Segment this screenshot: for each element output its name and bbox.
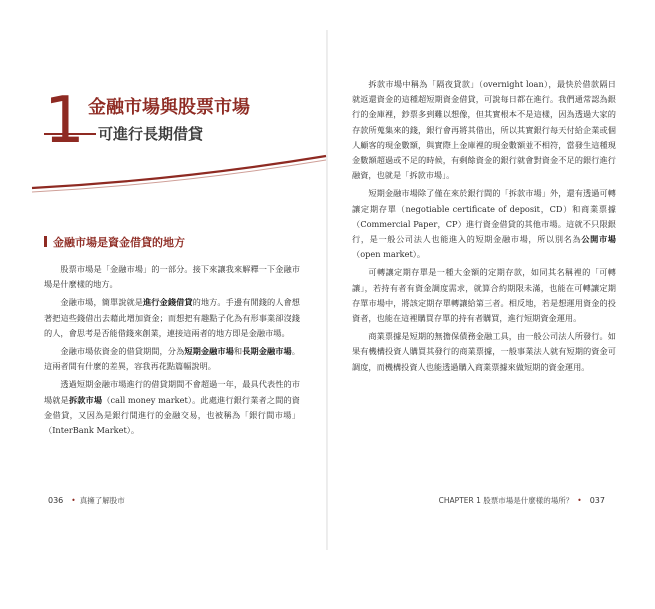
chapter-number: 1 bbox=[44, 84, 83, 158]
text-run: 的地方。手邊有閒錢的人會想著把這些錢借出去藉此增加資金；而想把有趣點子化為有形事業卻沒錢的人，會思考是否能借錢來創業，連接這兩者的地方即是金融市場。 bbox=[44, 297, 300, 338]
text-run: 金融市場依資金的借貸期間，分為 bbox=[60, 346, 185, 357]
right-footer bbox=[439, 495, 609, 506]
text-run: 。這兩者間有什麼的差異，容我再花點篇幅說明。 bbox=[44, 346, 300, 372]
paragraph bbox=[352, 186, 616, 262]
paragraph bbox=[44, 295, 300, 341]
chapter-label: CHAPTER 1 bbox=[438, 496, 481, 505]
bold-term: 短期金融市場 bbox=[184, 346, 234, 357]
chapter-title: 金融市場與股票市場 bbox=[88, 97, 250, 118]
text-run: 金融市場，簡單說就是 bbox=[60, 297, 144, 308]
right-body-text bbox=[352, 77, 616, 378]
left-footer bbox=[44, 495, 125, 506]
text-run: 和 bbox=[233, 346, 243, 357]
title-rule bbox=[44, 133, 96, 135]
text-run: 短期金融市場除了僅在來於銀行間的「拆款市場」外，還有透過可轉讓定期存單（negotiable certificate of deposit，CD）和商業票據（Commercial Paper，CP）進行資金借貸的其他市場。這就不只限銀行，是一般公司法人也能進入的短期金融市場，所以別名為 bbox=[352, 188, 616, 245]
bold-term: 進行金錢借貸 bbox=[143, 297, 193, 308]
paragraph: 股票市場是「金融市場」的一部分。接下來讓我來解釋一下金融市場是什麼樣的地方。 bbox=[44, 264, 300, 290]
paragraph: 可轉讓定期存單是一種大金額的定期存款，如同其名稱裡的「可轉讓」，若持有者有資金調度需求，就算合約期限未滿，也能在可轉讓定期存單市場中，將該定期存單轉讓給第三者。相反地，若是想運用資金的投資者，也能在這裡購買存單的持有者購買，進行短期資金運用。 bbox=[352, 267, 616, 324]
section-heading bbox=[44, 236, 185, 250]
book-title: 真擁了解股市 bbox=[79, 496, 125, 505]
section-marker bbox=[44, 236, 47, 247]
left-body-text bbox=[44, 262, 300, 441]
chapter-subtitle: 可進行長期借貸 bbox=[98, 125, 204, 143]
paragraph bbox=[44, 377, 300, 438]
section-heading-text: 金融市場是資金借貸的地方 bbox=[53, 236, 185, 249]
page-number: 036 bbox=[48, 496, 64, 505]
left-page bbox=[0, 0, 327, 609]
paragraph: 拆款市場中稱為「隔夜貸款」（overnight loan），最快於借款隔日就返還資金的這種超短期資金借貸，可說每日都在進行。我們通常認為銀行的金庫裡，鈔票多到難以想像，但其實根本不是這樣，因為透過大家的存款所蒐集來的錢，銀行會再將其借出，所以其實銀行每天付給企業或個人顧客的現金數額，與實際上金庫裡的現金數額並不相符，當發生這種現金數額超過或不足的時候，有剩餘資金的銀行就會對資金不足的銀行進行融資，也就是「拆款市場」。 bbox=[352, 79, 616, 181]
bold-term: 長期金融市場 bbox=[242, 346, 292, 357]
paragraph: 商業票據是短期的無擔保債務金融工具，由一般公司法人所發行。如果有機構投資人購買其發行的商業票據，一般事業法人就有短期的資金可調度，而機構投資人也能透過購入商業票據來做短期的資金運用。 bbox=[352, 331, 616, 372]
bold-term: 公開市場 bbox=[581, 234, 616, 245]
decorative-swoosh bbox=[30, 150, 327, 200]
text-run: （open market）。 bbox=[352, 249, 426, 260]
right-page bbox=[328, 0, 655, 609]
paragraph bbox=[44, 344, 300, 374]
text-run: 透過短期金融市場進行的借貸期間不會超過一年，最具代表性的市場就是 bbox=[44, 379, 300, 405]
footer-separator: • bbox=[577, 496, 582, 505]
page-number: 037 bbox=[589, 496, 605, 505]
footer-separator: • bbox=[71, 496, 76, 505]
bold-term: 拆款市場 bbox=[68, 394, 103, 405]
chapter-running-title: 股票市場是什麼樣的場所？ bbox=[483, 496, 574, 505]
text-run: （call money market）。此處進行銀行業者之間的資金借貸，又因為是銀行間進行的金融交易，也被稱為「銀行間市場」（InterBank Market）。 bbox=[44, 394, 300, 436]
